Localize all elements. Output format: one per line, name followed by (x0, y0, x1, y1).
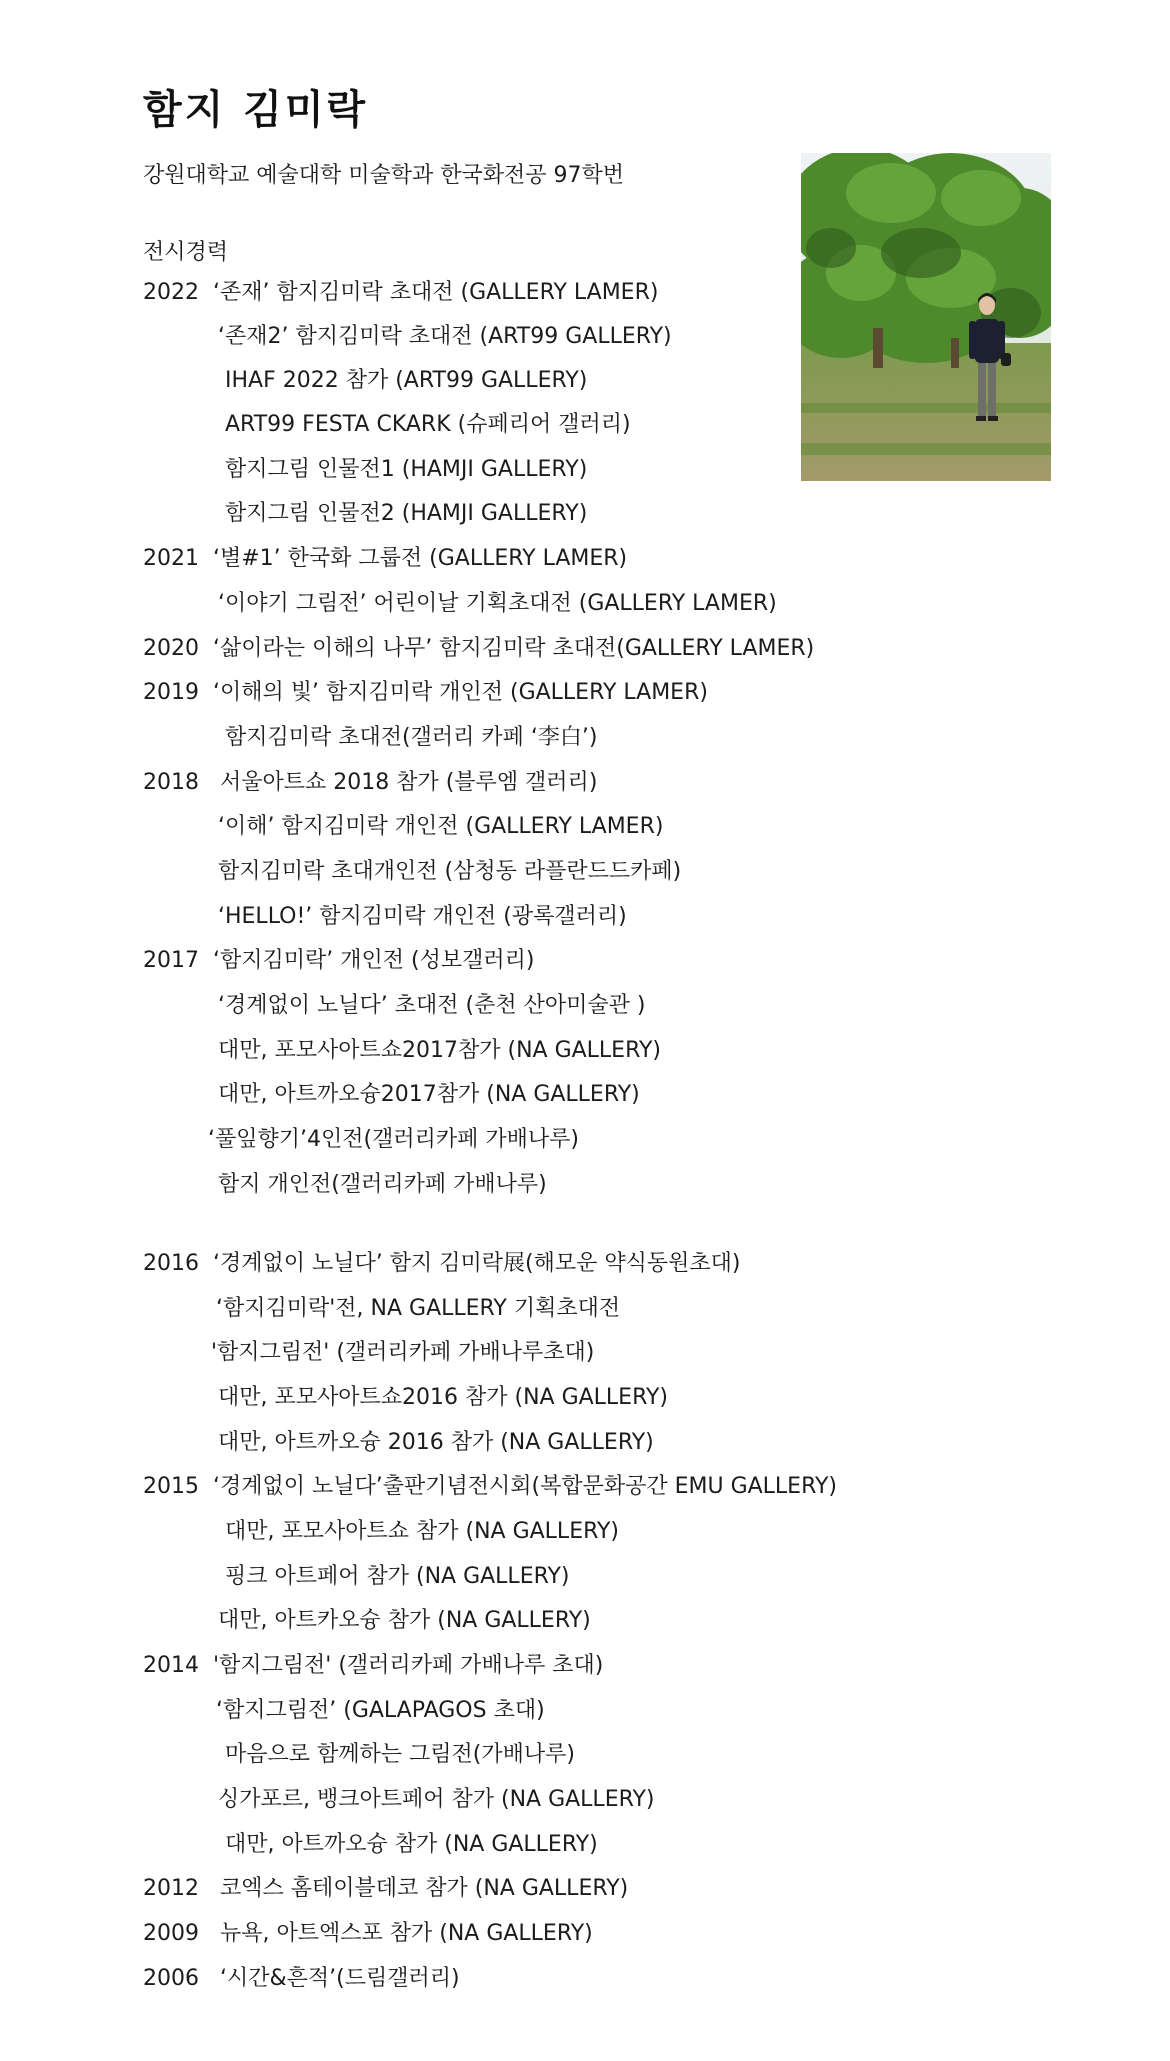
exhibition-entry (225, 499, 587, 529)
exhibition-entry (218, 812, 663, 842)
exhibition-title: ‘삶이라는 이해의 나무’ 함지김미락 초대전(GALLERY LAMER) (213, 636, 815, 661)
exhibition-year: 2022 (143, 280, 199, 305)
exhibition-year: 2017 (143, 948, 199, 973)
exhibition-entry (211, 1338, 594, 1368)
exhibition-entry (218, 902, 627, 932)
exhibition-entry (225, 366, 587, 396)
exhibition-title: ‘풀잎향기’4인전(갤러리카페 가배나루) (208, 1127, 579, 1152)
exhibition-title: ‘별#1’ 한국화 그룹전 (GALLERY LAMER) (213, 546, 628, 571)
exhibition-title: ‘이야기 그림전’ 어린이날 기획초대전 (GALLERY LAMER) (218, 591, 777, 616)
exhibition-title: 대만, 포모사아트쇼2016 참가 (NA GALLERY) (218, 1385, 668, 1410)
exhibition-title: ‘이해의 빛’ 함지김미락 개인전 (GALLERY LAMER) (213, 680, 708, 705)
exhibition-title: '함지그림전' (갤러리카페 가배나루 초대) (213, 1653, 604, 1678)
exhibition-title: 코엑스 홈테이블데코 참가 (NA GALLERY) (213, 1876, 629, 1901)
exhibition-entry (143, 946, 534, 976)
exhibition-entry (225, 1830, 598, 1860)
exhibition-year: 2021 (143, 546, 199, 571)
exhibition-title: ‘함지김미락’ 개인전 (성보갤러리) (213, 948, 535, 973)
exhibition-entry (218, 589, 777, 619)
exhibition-year: 2018 (143, 770, 199, 795)
exhibition-entry (218, 322, 672, 352)
exhibition-year: 2012 (143, 1876, 199, 1901)
exhibition-year: 2016 (143, 1251, 199, 1276)
exhibition-title: 대만, 아트까오슝2017참가 (NA GALLERY) (218, 1082, 640, 1107)
exhibition-entry (143, 768, 597, 798)
exhibition-year: 2019 (143, 680, 199, 705)
artist-photo (801, 153, 1051, 481)
exhibition-title: 대만, 포모사아트쇼2017참가 (NA GALLERY) (218, 1038, 661, 1063)
exhibition-entry (143, 1472, 837, 1502)
exhibition-entry (218, 1383, 668, 1413)
exhibition-entry (216, 1696, 545, 1726)
exhibition-entry (216, 1294, 620, 1324)
exhibition-entry (218, 1170, 547, 1200)
exhibition-entry (218, 1036, 661, 1066)
exhibition-entry (218, 1785, 655, 1815)
exhibition-title: 대만, 아트까오슝 2016 참가 (NA GALLERY) (218, 1430, 654, 1455)
exhibition-entry (225, 455, 587, 485)
exhibition-title: 싱가포르, 뱅크아트페어 참가 (NA GALLERY) (218, 1787, 655, 1812)
exhibition-title: 대만, 아트카오슝 참가 (NA GALLERY) (218, 1608, 591, 1633)
exhibition-title: ‘경계없이 노닐다’출판기념전시회(복합문화공간 EMU GALLERY) (213, 1474, 837, 1499)
exhibition-entry (218, 857, 681, 887)
exhibition-title: 대만, 아트까오슝 참가 (NA GALLERY) (225, 1832, 598, 1857)
exhibition-title: 서울아트쇼 2018 참가 (블루엠 갤러리) (213, 770, 598, 795)
exhibition-year: 2015 (143, 1474, 199, 1499)
exhibition-title: ‘경계없이 노닐다’ 초대전 (춘천 산아미술관 ) (218, 993, 646, 1018)
exhibition-title: ‘시간&흔적’(드림갤러리) (213, 1966, 460, 1991)
exhibition-title: 함지김미락 초대전(갤러리 카페 ‘李白’) (225, 725, 598, 750)
exhibition-title: ART99 FESTA CKARK (슈페리어 갤러리) (225, 412, 631, 437)
exhibition-title: ‘존재2’ 함지김미락 초대전 (ART99 GALLERY) (218, 324, 672, 349)
exhibition-title: ‘경계없이 노닐다’ 함지 김미락展(해모운 약식동원초대) (213, 1251, 741, 1276)
exhibition-title: 함지그림 인물전1 (HAMJI GALLERY) (225, 457, 588, 482)
exhibition-entry (218, 991, 645, 1021)
exhibition-entry (225, 723, 597, 753)
exhibition-title: 마음으로 함께하는 그림전(가배나루) (225, 1742, 575, 1767)
exhibition-entry (225, 1740, 575, 1770)
exhibition-entry (143, 1919, 593, 1949)
exhibition-title: ‘함지김미락'전, NA GALLERY 기획초대전 (216, 1296, 621, 1321)
section-title-exhibitions: 전시경력 (143, 240, 229, 265)
exhibition-entry (225, 1517, 619, 1547)
exhibition-entry (225, 1562, 570, 1592)
exhibition-year: 2014 (143, 1653, 199, 1678)
exhibition-entry (143, 278, 658, 308)
exhibition-title: ‘함지그림전’ (GALAPAGOS 초대) (216, 1698, 545, 1723)
exhibition-title: ‘존재’ 함지김미락 초대전 (GALLERY LAMER) (213, 280, 659, 305)
exhibition-title: 함지김미락 초대개인전 (삼청동 라플란드드카페) (218, 859, 682, 884)
exhibition-title: '함지그림전' (갤러리카페 가배나루초대) (211, 1340, 595, 1365)
exhibition-entry (143, 1964, 460, 1994)
artist-name: 함지 김미락 (143, 87, 369, 133)
exhibition-title: ‘HELLO!’ 함지김미락 개인전 (광록갤러리) (218, 904, 627, 929)
exhibition-entry (143, 1874, 628, 1904)
exhibition-title: 함지 개인전(갤러리카페 가배나루) (218, 1172, 547, 1197)
exhibition-title: 대만, 포모사아트쇼 참가 (NA GALLERY) (225, 1519, 619, 1544)
exhibition-year: 2020 (143, 636, 199, 661)
exhibition-title: 뉴욕, 아트엑스포 참가 (NA GALLERY) (213, 1921, 593, 1946)
artist-education: 강원대학교 예술대학 미술학과 한국화전공 97학번 (143, 163, 625, 188)
exhibition-entry (218, 1606, 591, 1636)
exhibition-entry (218, 1428, 654, 1458)
exhibition-title: ‘이해’ 함지김미락 개인전 (GALLERY LAMER) (218, 814, 664, 839)
exhibition-title: 핑크 아트페어 참가 (NA GALLERY) (225, 1564, 570, 1589)
exhibition-entry (143, 634, 814, 664)
exhibition-entry (143, 544, 627, 574)
exhibition-title: 함지그림 인물전2 (HAMJI GALLERY) (225, 501, 588, 526)
exhibition-year: 2009 (143, 1921, 199, 1946)
exhibition-entry (218, 1080, 640, 1110)
exhibition-year: 2006 (143, 1966, 199, 1991)
exhibition-entry (225, 410, 631, 440)
exhibition-entry (143, 678, 708, 708)
exhibition-entry (143, 1249, 740, 1279)
exhibition-entry (143, 1651, 603, 1681)
exhibition-title: IHAF 2022 참가 (ART99 GALLERY) (225, 368, 588, 393)
exhibition-entry (208, 1125, 579, 1155)
